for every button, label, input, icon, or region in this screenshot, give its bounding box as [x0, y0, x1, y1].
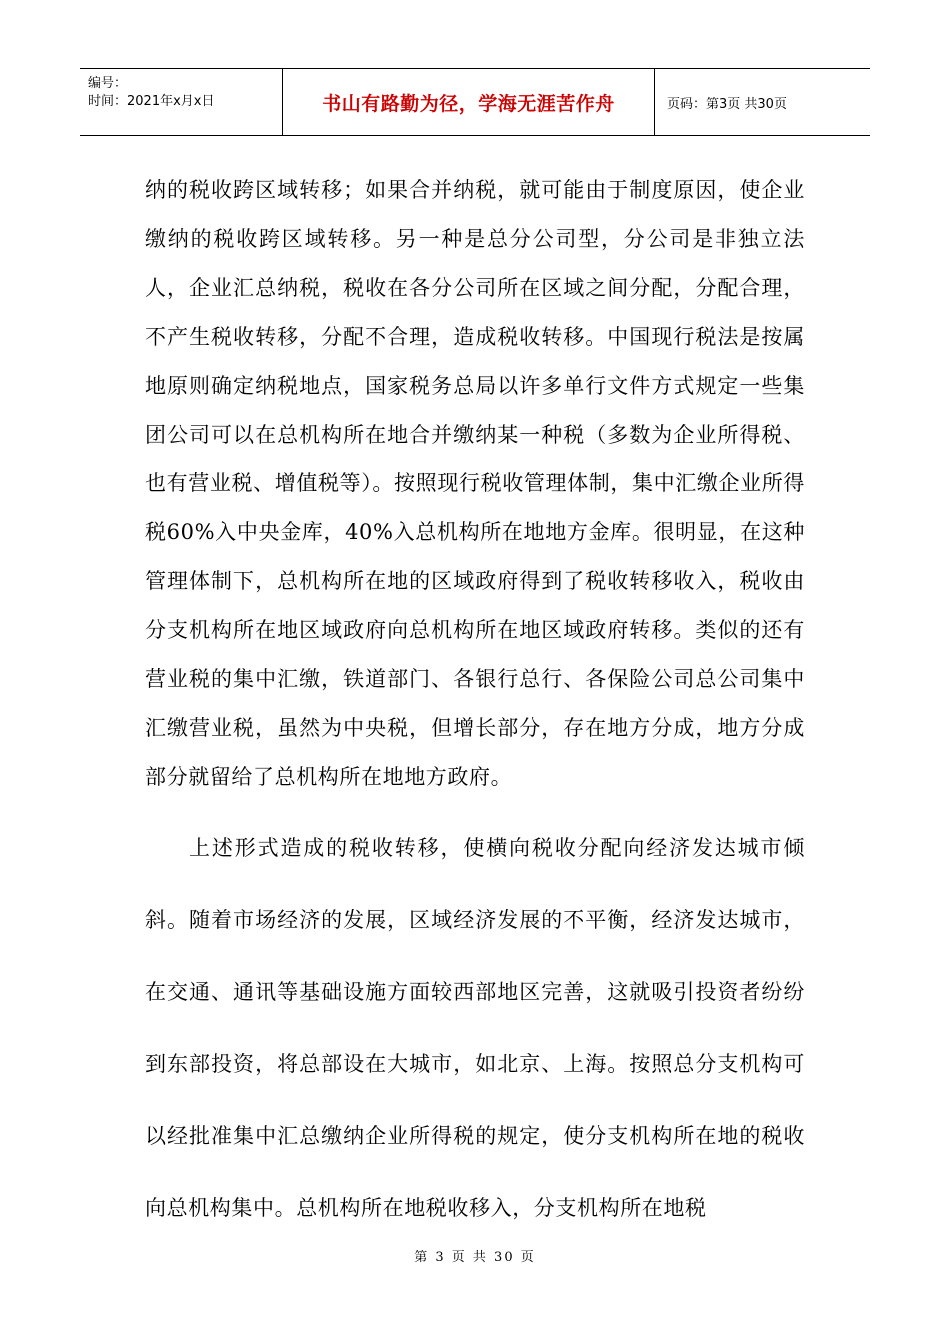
paragraph-2: 上述形式造成的税收转移，使横向税收分配向经济发达城市倾斜。随着市场经济的发展，区域经济发展的不平衡，经济发达城市，在交通、通讯等基础设施方面较西部地区完善，这就吸引投资者纷纷到东部投资，将总部设在大城市，如北京、上海。按照总分支机构可以经批准集中汇总缴纳企业所得税的规定，使分支机构所在地的税收向总机构集中。总机构所在地税收移入，分支机构所在地税: [145, 836, 805, 1220]
header-page-label: 页码：第3页 共30页: [667, 96, 787, 112]
time-label: 时间：2021年x月x日: [88, 94, 215, 109]
header-motto: 书山有路勤为径，学海无涯苦作舟: [283, 69, 655, 135]
code-label: 编号：: [88, 76, 128, 91]
page-footer: 第 3 页 共 30 页: [414, 1250, 536, 1265]
page-header: [80, 68, 870, 136]
header-meta: [80, 69, 283, 135]
paragraph-1: 纳的税收跨区域转移；如果合并纳税，就可能由于制度原因，使企业缴纳的税收跨区域转移。另一种是总分公司型，分公司是非独立法人，企业汇总纳税，税收在各分公司所在区域之间分配，分配合理，不产生税收转移，分配不合理，造成税收转移。中国现行税法是按属地原则确定纳税地点，国家税务总局以许多单行文件方式规定一些集团公司可以在总机构所在地合并缴纳某一种税（多数为企业所得税、也有营业税、增值税等）。按照现行税收管理体制，集中汇缴企业所得税60%入中央金库，40%入总机构所在地地方金库。很明显，在这种管理体制下，总机构所在地的区域政府得到了税收转移收入，税收由分支机构所在地区域政府向总机构所在地区域政府转移。类似的还有营业税的集中汇缴，铁道部门、各银行总行、各保险公司总公司集中汇缴营业税，虽然为中央税，但增长部分，存在地方分成，地方分成部分就留给了总机构所在地地方政府。: [145, 178, 805, 789]
